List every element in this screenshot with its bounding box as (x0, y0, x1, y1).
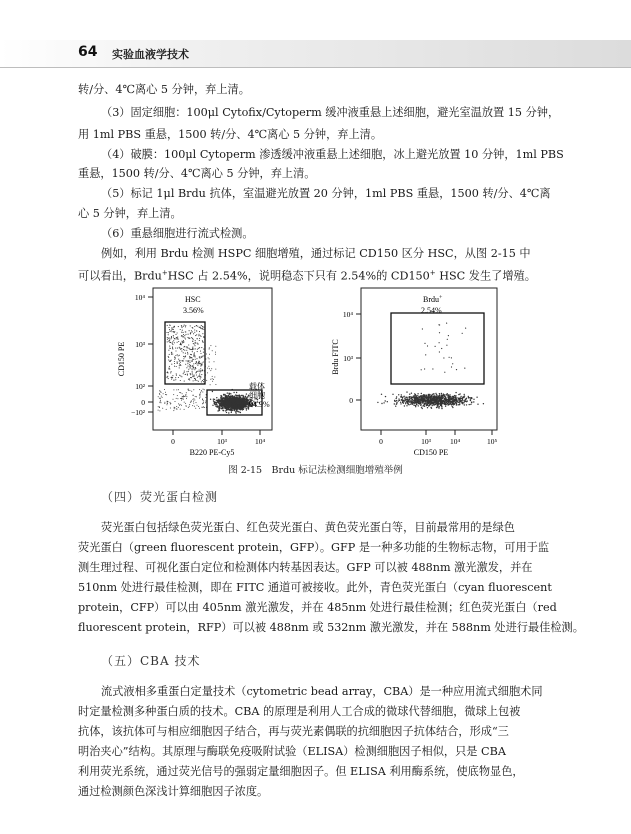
sec5-line-1: 流式液相多重蛋白定量技术（cytometric bead array，CBA）是一种应用流式细胞术同 (101, 685, 543, 698)
left-ytick-label-3: 10² (135, 382, 145, 391)
step5-line-a: （5）标记 1μl Brdu 抗体，室温避光放置 20 分钟，1ml PBS 重悬，1500 转/分、4℃离 (101, 187, 551, 200)
left-plot-events (158, 325, 260, 414)
example-b-part1: 可以看出，Brdu (78, 269, 162, 283)
left-plot (117, 288, 272, 457)
left-ylabel: CD150 PE (117, 341, 126, 377)
step3-line-a: （3）固定细胞：100μl Cytofix/Cytoperm 缓冲液重悬上述细胞，避光室温放置 15 分钟， (101, 106, 560, 119)
section-5-title: （五）CBA 技术 (101, 654, 201, 668)
figure-caption: 图 2-15 Brdu 标记法检测细胞增殖举例 (228, 465, 403, 476)
carrier-gate-percent: 94.9% (249, 400, 270, 409)
step6-line: （6）重悬细胞进行流式检测。 (101, 227, 254, 240)
sec4-line-5: protein，CFP）可以由 405nm 激光激发，并在 485nm 处进行最佳检测；红色荧光蛋白（red (78, 601, 557, 614)
step5-line-b: 心 5 分钟，弃上清。 (78, 207, 182, 220)
left-ytick-label-1: 10⁴ (134, 293, 145, 302)
sec4-line-1: 荧光蛋白包括绿色荧光蛋白、红色荧光蛋白、黄色荧光蛋白等，目前最常用的是绿色 (101, 521, 515, 534)
step3-line-b: 用 1ml PBS 重悬，1500 转/分、4℃离心 5 分钟，弃上清。 (78, 128, 383, 141)
right-xtick-label-4: 10⁵ (486, 437, 498, 446)
hsc-gate-name: HSC (185, 295, 201, 304)
right-plot-events (377, 323, 484, 410)
page-header (0, 0, 631, 68)
section-4-title: （四）荧光蛋白检测 (101, 490, 219, 504)
text-line-0: 转/分、4℃离心 5 分钟，弃上清。 (78, 83, 250, 96)
left-xlabel: B220 PE-Cy5 (189, 448, 235, 457)
sec5-line-6: 通过检测颜色深浅计算细胞因子浓度。 (78, 785, 269, 798)
step4-line-a: （4）破膜：100μl Cytoperm 渗透缓冲液重悬上述细胞，冰上避光放置 10 分钟，1ml PBS (101, 148, 564, 161)
left-xtick-label-1: 0 (171, 437, 175, 446)
header-rule (0, 67, 631, 68)
left-xtick-label-3: 10⁴ (254, 437, 266, 446)
right-xtick-label-1: 0 (379, 437, 383, 446)
left-ytick-label-5: −10² (131, 408, 145, 417)
book-title: 实验血液学技术 (112, 48, 189, 61)
page-number: 64 (78, 44, 98, 60)
sec5-line-2: 时定量检测多种蛋白质的技术。CBA 的原理是利用人工合成的微球代替细胞，微球上包被 (78, 705, 521, 718)
right-ytick-label-3: 0 (349, 396, 353, 405)
right-ylabel: Brdu FITC (331, 339, 340, 375)
example-b-part3: HSC 发生了增殖。 (435, 269, 536, 283)
sec4-line-4: 510nm 处进行最佳检测，即在 FITC 通道可被接收。此外，青色荧光蛋白（cyan fluorescent (78, 581, 552, 594)
carrier-gate-name-a: 载体 (249, 382, 265, 391)
right-ytick-label-2: 10³ (343, 354, 353, 363)
sec4-line-6: fluorescent protein，RFP）可以被 488nm 或 532nm 激光激发，并在 588nm 处进行最佳检测。 (78, 621, 584, 634)
left-xtick-label-2: 10³ (217, 437, 227, 446)
sec5-line-3: 抗体，该抗体可与相应细胞因子结合，再与荧光素偶联的抗细胞因子抗体结合，形成“三 (78, 725, 509, 738)
right-xlabel: CD150 PE (413, 448, 449, 457)
right-xtick-label-2: 10³ (421, 437, 431, 446)
right-xtick-label-3: 10⁴ (449, 437, 461, 446)
superscript-plus-2: + (429, 269, 436, 277)
brdu-gate (391, 313, 484, 384)
superscript-plus-1: + (161, 269, 168, 277)
flow-cytometry-figure (0, 285, 631, 465)
right-ytick-label-1: 10⁴ (342, 310, 353, 319)
left-ytick-label-2: 10³ (135, 340, 145, 349)
example-b-part2: HSC 占 2.54%，说明稳态下只有 2.54%的 CD150 (167, 269, 430, 283)
right-plot (331, 288, 497, 457)
example-line-a: 例如，利用 Brdu 检测 HSPC 细胞增殖，通过标记 CD150 区分 HSC，从图 2-15 中 (101, 247, 531, 260)
left-ytick-label-4: 0 (141, 398, 145, 407)
sec4-line-3: 测生理过程、可视化蛋白定位和检测体内转基因表达。GFP 可以被 488nm 激光激发，并在 (78, 561, 533, 574)
brdu-gate-name: Brdu+ (423, 295, 443, 304)
sec4-line-2: 荧光蛋白（green fluorescent protein，GFP）。GFP 是一种多功能的生物标志物，可用于监 (78, 541, 550, 554)
sec5-line-5: 利用荧光系统，通过荧光信号的强弱定量细胞因子。但 ELISA 利用酶系统，使底物显色， (78, 765, 524, 778)
hsc-gate-percent: 3.56% (183, 306, 204, 315)
step4-line-b: 重悬，1500 转/分、4℃离心 5 分钟，弃上清。 (78, 167, 316, 180)
sec5-line-4: 明治夹心”结构。其原理与酶联免疫吸附试验（ELISA）检测细胞因子相似，只是 CBA (78, 745, 506, 758)
example-line-b (78, 266, 554, 284)
brdu-gate-percent: 2.54% (421, 306, 442, 315)
carrier-gate-name-b: 细胞 (249, 391, 265, 400)
